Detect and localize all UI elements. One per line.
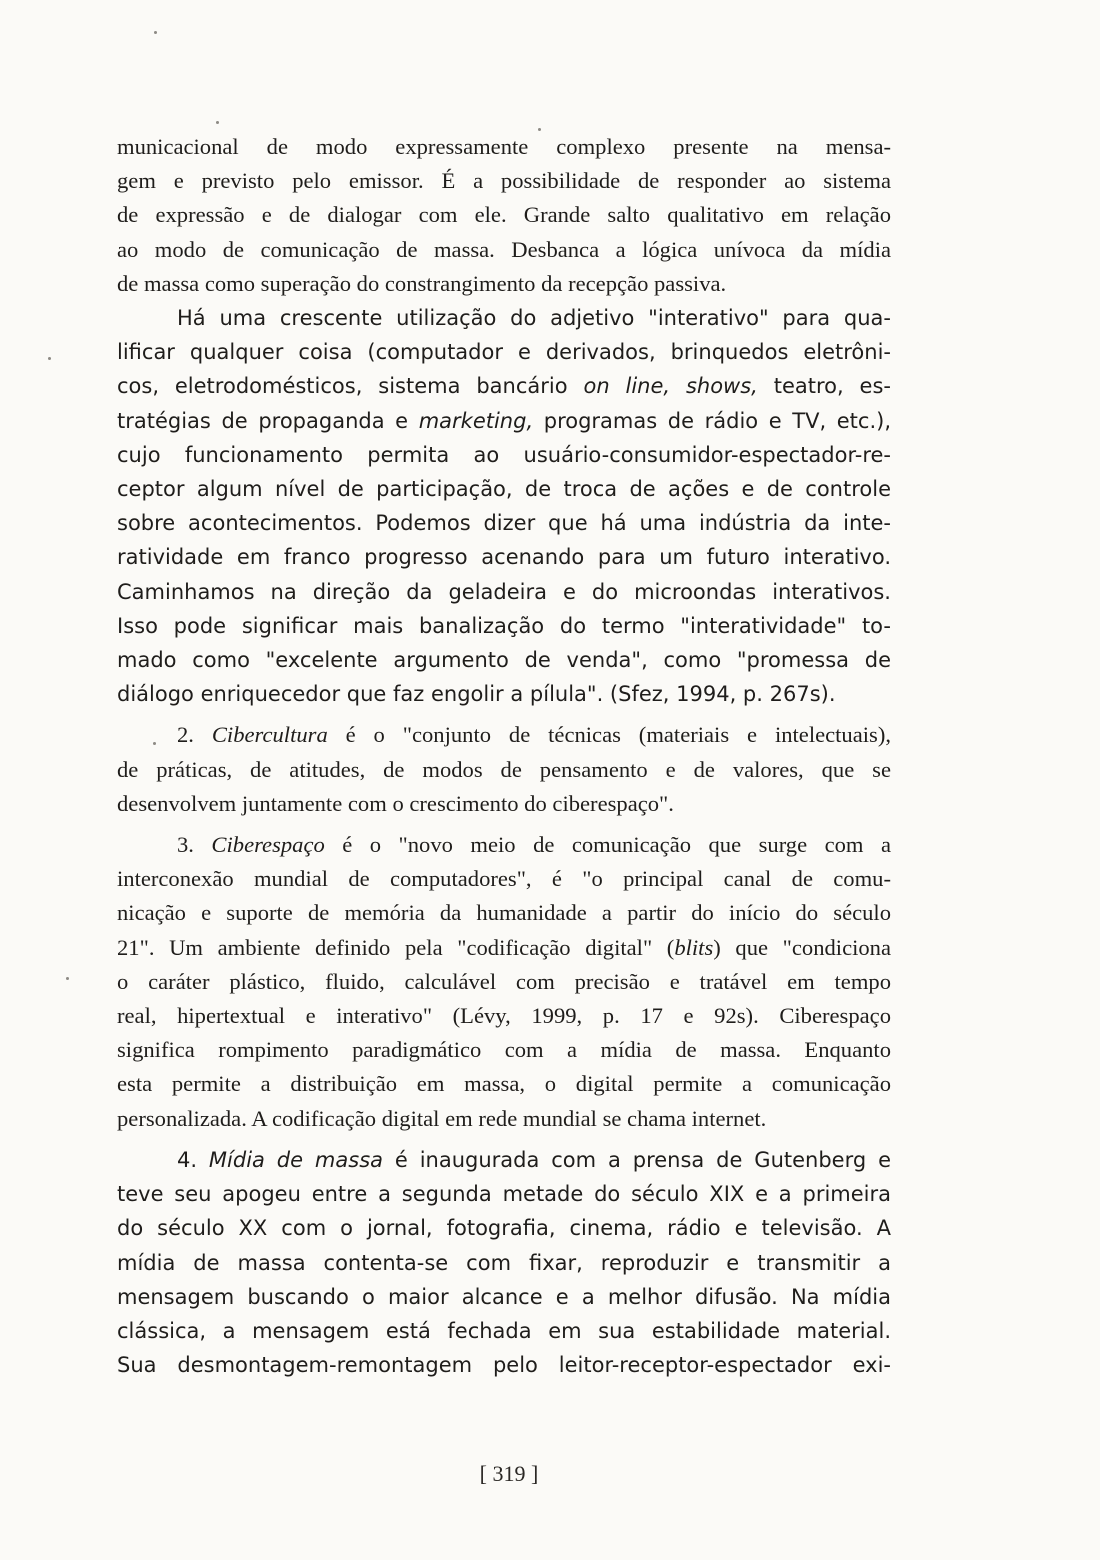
scan-speck (48, 357, 51, 360)
text-line: mado como "excelente argumento de venda", como "promessa de (117, 648, 891, 673)
text-line: ceptor algum nível de participação, de troca de ações e de controle (117, 477, 891, 502)
page-number: [ 319 ] (479, 1461, 539, 1486)
italic-term: Mídia de massa (208, 1147, 384, 1172)
text-line: do século XX com o jornal, fotografia, cinema, rádio e televisão. A (117, 1216, 891, 1241)
text-line: ratividade em franco progresso acenando para um futuro interativo. (117, 545, 891, 570)
text-line: real, hipertextual e interativo" (Lévy, 1999, p. 17 e 92s). Ciberespaço (117, 1003, 891, 1029)
text-line: municacional de modo expressamente complexo presente na mensa- (117, 134, 891, 159)
text-line: nicação e suporte de memória da humanidade a partir do início do século (117, 900, 891, 926)
scan-speck (154, 31, 157, 34)
text-line: diálogo enriquecedor que faz engolir a pílula". (Sfez, 1994, p. 267s). (117, 682, 836, 707)
italic-term: on line, shows, (583, 374, 758, 399)
scan-speck (216, 121, 219, 124)
text-line: personalizada. A codificação digital em rede mundial se chama internet. (117, 1105, 767, 1131)
text-line: de expressão e de dialogar com ele. Grande salto qualitativo em relação (117, 202, 891, 228)
text-line: 21". Um ambiente definido pela "codificação digital" (blits) que "condiciona (117, 934, 892, 960)
scan-speck (66, 977, 69, 980)
text-line: teve seu apogeu entre a segunda metade do século XIX e a primeira (117, 1182, 891, 1207)
italic-term: Ciberespaço (211, 832, 325, 858)
body-text (117, 130, 891, 1382)
text-line: cujo funcionamento permita ao usuário-consumidor-espectador-re- (117, 442, 891, 467)
text-line: ao modo de comunicação de massa. Desbanca a lógica unívoca da mídia (117, 236, 891, 262)
text-line: tratégias de propaganda e marketing, programas de rádio e TV, etc.), (117, 408, 891, 433)
text-line: Caminhamos na direção da geladeira e do microondas interativos. (117, 579, 891, 604)
paragraph-definition-ciberespaco (117, 828, 891, 1136)
text-line: 2. Cibercultura é o "conjunto de técnicas (materiais e intelectuais), (177, 722, 891, 748)
text-line: desenvolvem juntamente com o crescimento do ciberespaço". (117, 790, 674, 816)
text-line: Sua desmontagem-remontagem pelo leitor-receptor-espectador exi- (117, 1353, 891, 1378)
text-line: Isso pode significar mais banalização do termo "interatividade" to- (117, 613, 891, 638)
text-line: cos, eletrodomésticos, sistema bancário on line, shows, teatro, es- (117, 374, 891, 399)
italic-term: marketing, (418, 408, 534, 433)
text-line: sobre acontecimentos. Podemos dizer que há uma indústria da inte- (117, 511, 891, 536)
text-line: de massa como superação do constrangimento da recepção passiva. (117, 270, 727, 296)
text-line: lificar qualquer coisa (computador e derivados, brinquedos eletrôni- (117, 340, 891, 365)
italic-term: Cibercultura (211, 722, 328, 748)
text-line: 4. Mídia de massa é inaugurada com a prensa de Gutenberg e (177, 1147, 891, 1172)
text-line: 3. Ciberespaço é o "novo meio de comunicação que surge com a (177, 832, 892, 858)
text-line: mídia de massa contenta-se com fixar, reproduzir e transmitir a (117, 1250, 891, 1275)
text-line: o caráter plástico, fluido, calculável com precisão e tratável em tempo (117, 968, 891, 994)
text-line: Há uma crescente utilização do adjetivo "interativo" para qua- (177, 306, 891, 331)
text-line: esta permite a distribuição em massa, o digital permite a comunicação (117, 1071, 891, 1097)
paragraph-interactive-adjective (117, 301, 891, 711)
text-line: gem e previsto pelo emissor. É a possibilidade de responder ao sistema (117, 168, 891, 194)
text-line: clássica, a mensagem está fechada em sua estabilidade material. (117, 1318, 891, 1343)
italic-term: blits (674, 934, 714, 960)
text-line: interconexão mundial de computadores", é "o principal canal de comu- (117, 866, 891, 892)
paragraph-definition-cibercultura (117, 718, 891, 821)
text-line: significa rompimento paradigmático com a mídia de massa. Enquanto (117, 1037, 891, 1063)
text-line: mensagem buscando o maior alcance e a melhor difusão. Na mídia (117, 1284, 891, 1309)
paragraph-interactivity-continued (117, 130, 891, 301)
text-line: de práticas, de atitudes, de modos de pensamento e de valores, que se (117, 756, 891, 782)
paragraph-definition-midia-de-massa (117, 1143, 891, 1382)
